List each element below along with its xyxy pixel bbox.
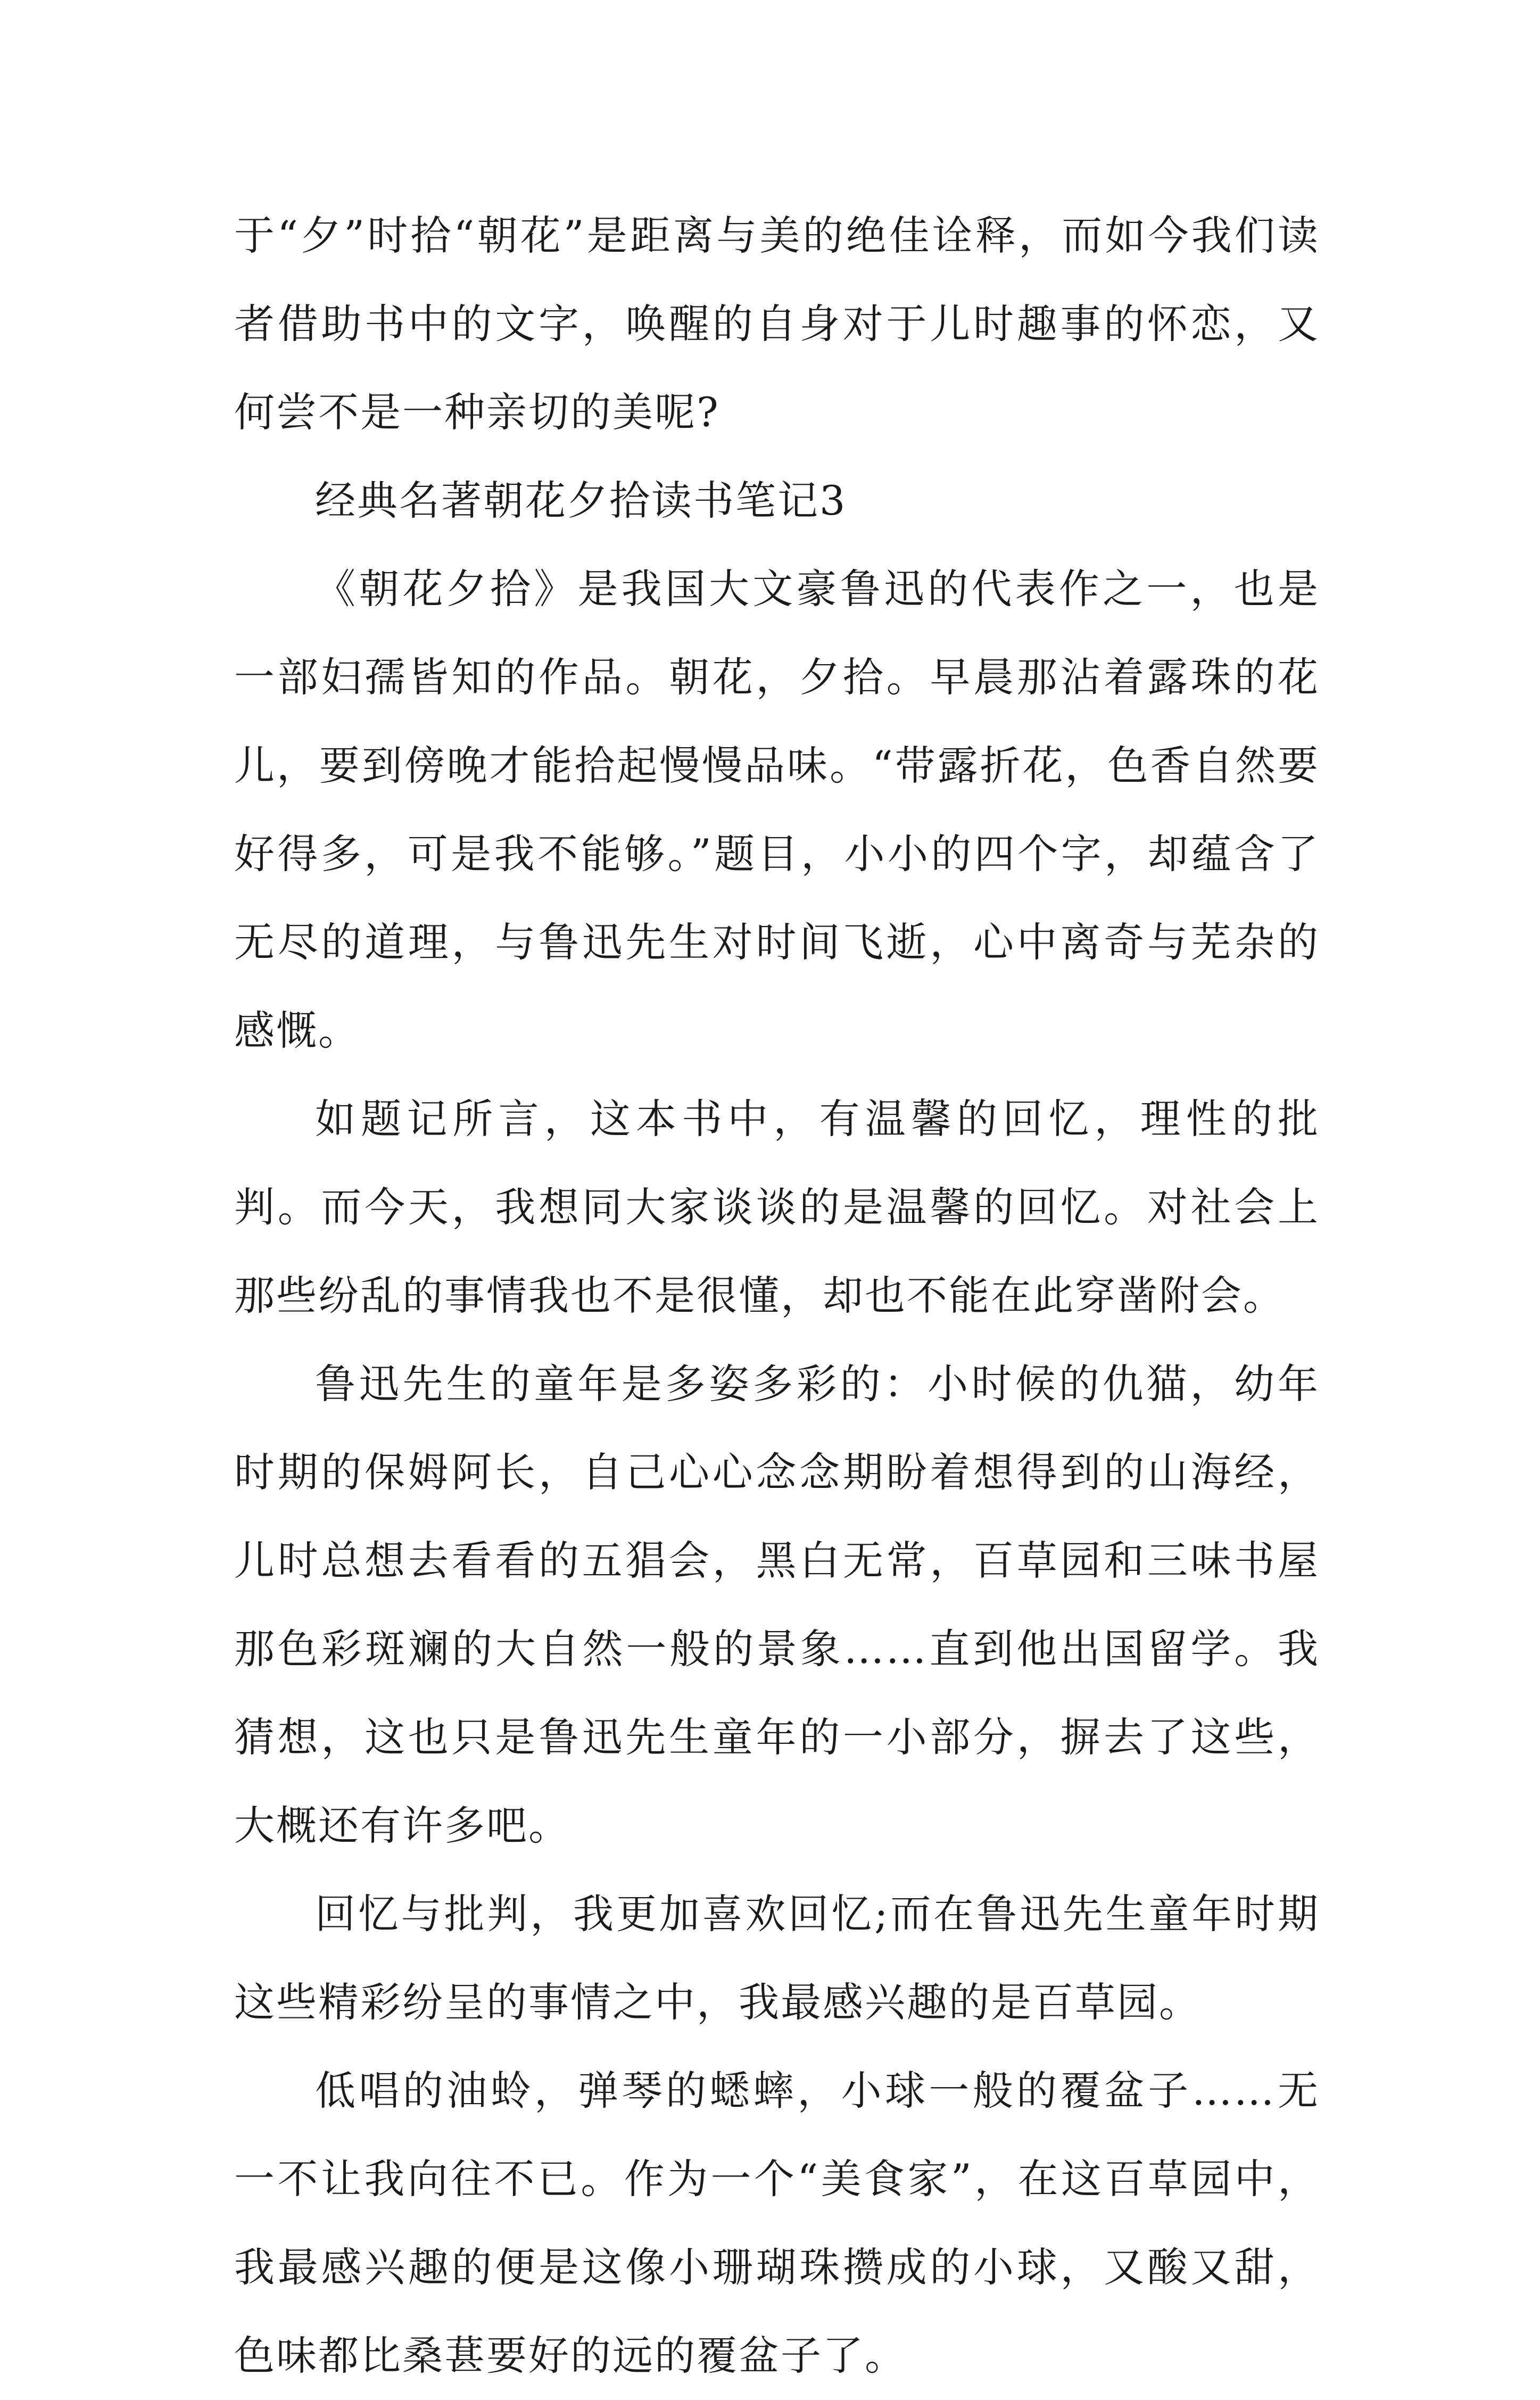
section-heading: 经典名著朝花夕拾读书笔记3 <box>315 477 847 524</box>
paragraph-2: 如题记所言，这本书中，有温馨的回忆，理性的批判。而今天，我想同大家谈谈的是温馨的回忆。对社会上那些纷乱的事情我也不是很懂，却也不能在此穿凿附会。 <box>234 1095 1320 1319</box>
paragraph-1: 《朝花夕拾》是我国大文豪鲁迅的代表作之一，也是一部妇孺皆知的作品。朝花，夕拾。早晨那沾着露珠的花儿，要到傍晚才能拾起慢慢品味。“带露折花，色香自然要好得多，可是我不能够。”题目，小小的四个字，却蕴含了无尽的道理，与鲁迅先生对时间飞逝，心中离奇与芜杂的感慨。 <box>234 565 1320 1054</box>
paragraph-5: 低唱的油蛉，弹琴的蟋蟀，小球一般的覆盆子……无一不让我向往不已。作为一个“美食家”，在这百草园中，我最感兴趣的便是这像小珊瑚珠攒成的小球，又酸又甜，色味都比桑葚要好的远的覆盆子了。 <box>234 2067 1320 2379</box>
paragraph-3: 鲁迅先生的童年是多姿多彩的：小时候的仇猫，幼年时期的保姆阿长，自己心心念念期盼着想得到的山海经，儿时总想去看看的五猖会，黑白无常，百草园和三味书屋那色彩斑斓的大自然一般的景象……直到他出国留学。我猜想，这也只是鲁迅先生童年的一小部分，摒去了这些，大概还有许多吧。 <box>234 1360 1320 1849</box>
continued-paragraph: 于“夕”时拾“朝花”是距离与美的绝佳诠释，而如今我们读者借助书中的文字，唤醒的自身对于儿时趣事的怀恋，又何尝不是一种亲切的美呢? <box>234 212 1320 436</box>
paragraph-4: 回忆与批判，我更加喜欢回忆;而在鲁迅先生童年时期这些精彩纷呈的事情之中，我最感兴趣的是百草园。 <box>234 1890 1320 2026</box>
document-body <box>234 192 1320 2400</box>
